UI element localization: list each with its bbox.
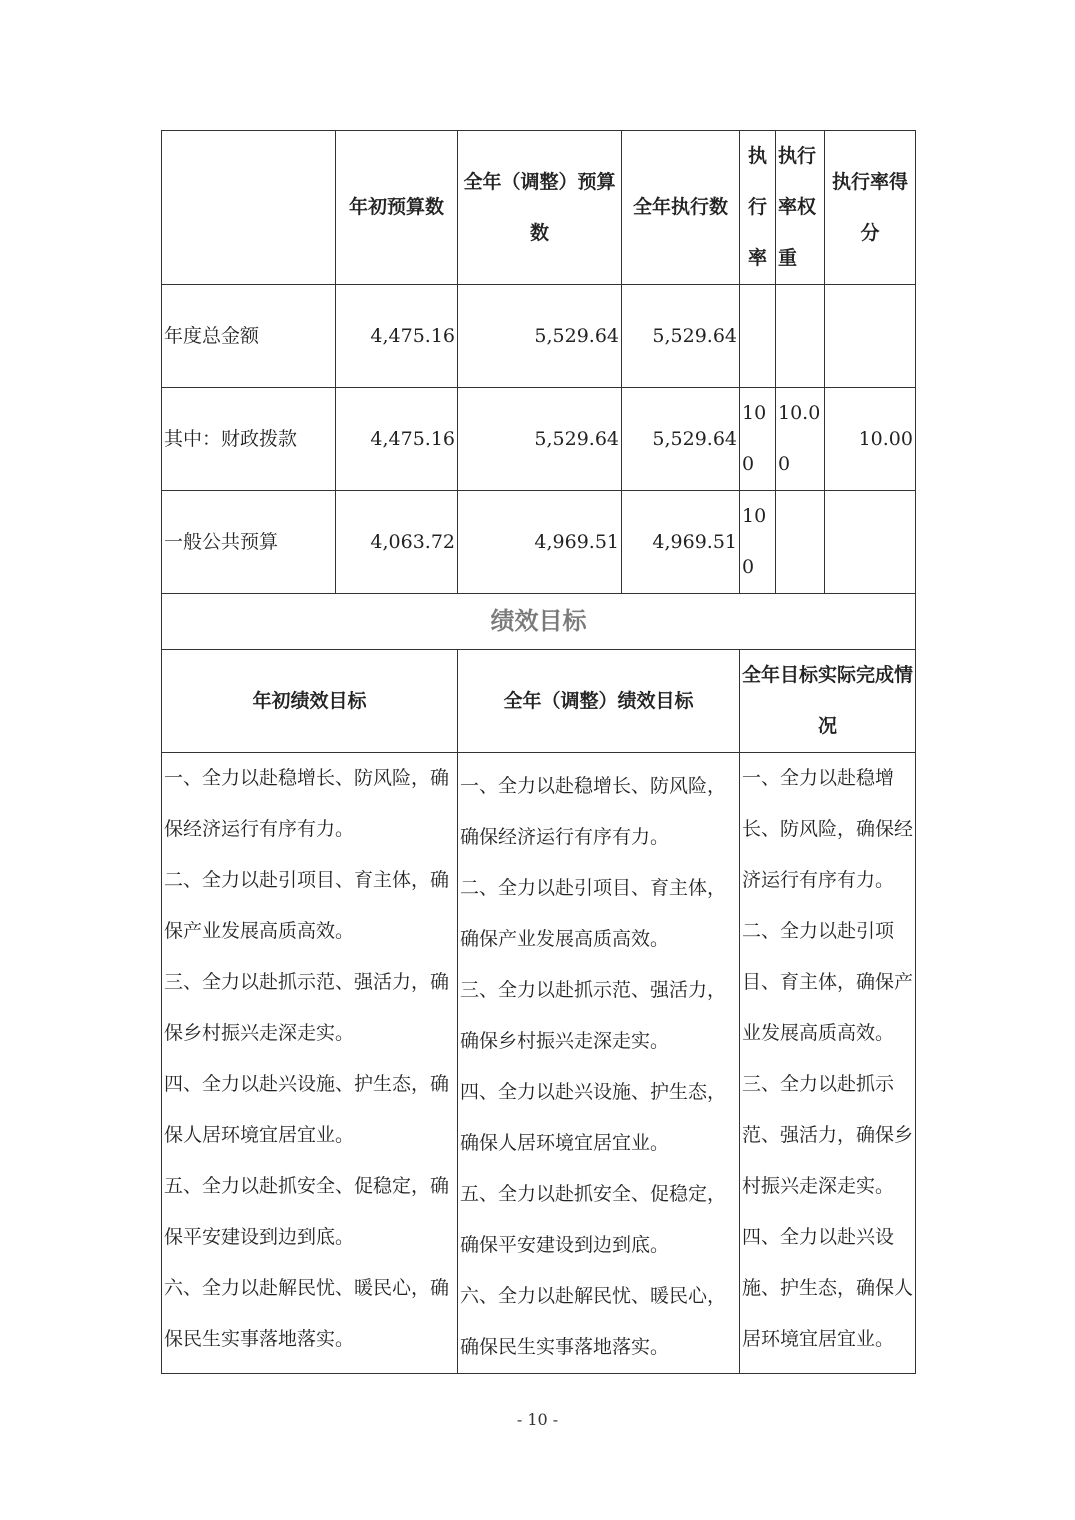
cell-initial: 4,475.16	[336, 388, 458, 491]
cell-score: 10.00	[825, 388, 916, 491]
goal-item: 一、全力以赴稳增长、防风险，确保经济运行有序有力。	[460, 775, 727, 848]
cell-rate	[740, 285, 776, 388]
cell-initial: 4,063.72	[336, 491, 458, 594]
section-title: 绩效目标	[162, 594, 916, 650]
cell-weight	[776, 285, 825, 388]
goal-item: 四、全力以赴兴设施、护生态，确保人居环境宜居宜业。	[742, 1226, 914, 1350]
cell-adjusted: 4,969.51	[458, 491, 622, 594]
goal-item: 一、全力以赴稳增长、防风险，确保经济运行有序有力。	[742, 767, 914, 891]
goal-header-row	[162, 650, 916, 753]
cell-executed: 4,969.51	[622, 491, 740, 594]
goal-header-actual: 全年目标实际完成情况	[740, 650, 916, 753]
cell-rate: 100	[740, 491, 776, 594]
cell-weight	[776, 491, 825, 594]
goal-item: 六、全力以赴解民忧、暖民心，确保民生实事落地落实。	[460, 1285, 727, 1358]
goal-item: 二、全力以赴引项目、育主体，确保产业发展高质高效。	[164, 869, 450, 942]
goal-item: 三、全力以赴抓示范、强活力，确保乡村振兴走深走实。	[164, 971, 450, 1044]
cell-weight: 10.00	[776, 388, 825, 491]
cell-executed: 5,529.64	[622, 285, 740, 388]
goal-item: 一、全力以赴稳增长、防风险，确保经济运行有序有力。	[164, 767, 450, 840]
header-exec-weight: 执行率权重	[776, 131, 825, 285]
header-executed: 全年执行数	[622, 131, 740, 285]
goal-item: 五、全力以赴抓安全、促稳定，确保平安建设到边到底。	[164, 1175, 450, 1248]
budget-performance-table	[161, 130, 916, 1374]
goal-item: 六、全力以赴解民忧、暖民心，确保民生实事落地落实。	[164, 1277, 450, 1350]
row-label: 其中：财政拨款	[162, 388, 336, 491]
header-initial-budget: 年初预算数	[336, 131, 458, 285]
goal-item: 四、全力以赴兴设施、护生态，确保人居环境宜居宜业。	[164, 1073, 450, 1146]
goal-header-initial: 年初绩效目标	[162, 650, 458, 753]
header-exec-score: 执行率得分	[825, 131, 916, 285]
row-label: 年度总金额	[162, 285, 336, 388]
cell-score	[825, 285, 916, 388]
page-number: - 10 -	[516, 1410, 559, 1429]
cell-adjusted: 5,529.64	[458, 388, 622, 491]
actual-goals-cell	[740, 753, 916, 1374]
goal-item: 五、全力以赴抓安全、促稳定，确保平安建设到边到底。	[460, 1183, 727, 1256]
goal-item: 二、全力以赴引项目、育主体，确保产业发展高质高效。	[460, 877, 727, 950]
goal-item: 四、全力以赴兴设施、护生态，确保人居环境宜居宜业。	[460, 1081, 727, 1154]
table-row	[162, 491, 916, 594]
section-title-row	[162, 594, 916, 650]
header-exec-rate: 执行率	[740, 131, 776, 285]
cell-initial: 4,475.16	[336, 285, 458, 388]
goal-item: 二、全力以赴引项目、育主体，确保产业发展高质高效。	[742, 920, 914, 1044]
table-row	[162, 388, 916, 491]
goal-item: 三、全力以赴抓示范、强活力，确保乡村振兴走深走实。	[742, 1073, 914, 1197]
header-row	[162, 131, 916, 285]
cell-rate: 100	[740, 388, 776, 491]
header-blank	[162, 131, 336, 285]
cell-executed: 5,529.64	[622, 388, 740, 491]
cell-score	[825, 491, 916, 594]
goal-header-adjusted: 全年（调整）绩效目标	[458, 650, 740, 753]
header-adjusted-budget: 全年（调整）预算数	[458, 131, 622, 285]
table-row	[162, 285, 916, 388]
row-label: 一般公共预算	[162, 491, 336, 594]
goals-row	[162, 753, 916, 1374]
initial-goals-cell	[162, 753, 458, 1374]
cell-adjusted: 5,529.64	[458, 285, 622, 388]
adjusted-goals-cell	[458, 753, 740, 1374]
goal-item: 三、全力以赴抓示范、强活力，确保乡村振兴走深走实。	[460, 979, 727, 1052]
